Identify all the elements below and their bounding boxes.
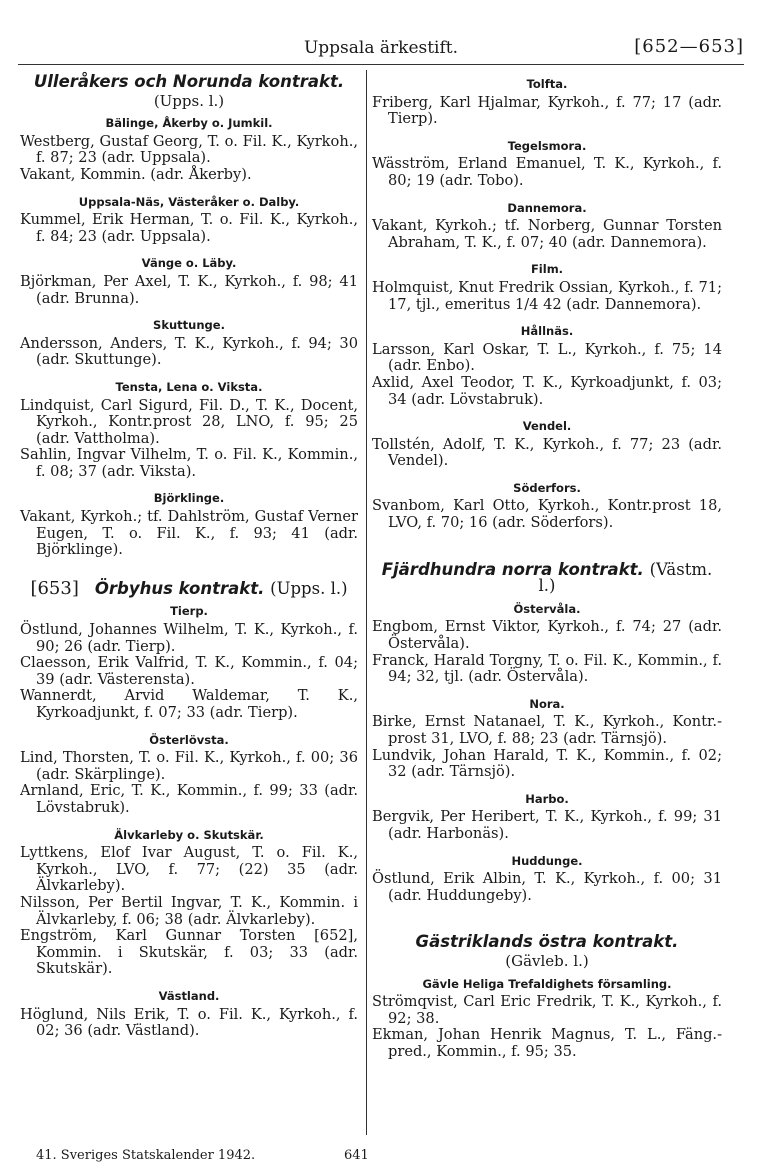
clergy-entry: Engbom, Ernst Viktor, Kyrkoh., f. 74; 27 (adr. Östervåla).: [372, 618, 722, 653]
parish-heading: Östervåla.: [513, 601, 581, 616]
section-title: [372, 559, 722, 596]
section-title: Gästriklands östra kontrakt.: [415, 932, 679, 952]
clergy-entry: Tollstén, Adolf, T. K., Kyrkoh., f. 77; 23 (adr. Vendel).: [372, 435, 722, 470]
clergy-entry: Engström, Karl Gunnar Torsten [652], Kommin. i Skutskär, f. 03; 33 (adr. Skutskär).: [20, 927, 358, 978]
clergy-entry: Vakant, Kyrkoh.; tf. Norberg, Gunnar Torsten Abraham, T. K., f. 07; 40 (adr. Dannemora).: [372, 217, 722, 251]
clergy-entry: Östlund, Johannes Wilhelm, T. K., Kyrkoh., f. 90; 26 (adr. Tierp).: [20, 621, 358, 655]
parish-heading: Huddunge.: [511, 853, 583, 868]
parish-heading: Tierp.: [170, 604, 208, 619]
parish-heading: Tolfta.: [526, 77, 568, 91]
clergy-entry: Birke, Ernst Natanael, T. K., Kyrkoh., Kontr.-prost 31, LVO, f. 88; 23 (adr. Tärnsjö).: [372, 713, 722, 747]
page-number: 641: [344, 1148, 369, 1163]
clergy-entry: Lyttkens, Elof Ivar August, T. o. Fil. K., Kyrkoh., LVO, f. 77; (22) 35 (adr. Älvkarleby).: [20, 844, 358, 895]
parish-heading: Film.: [530, 262, 564, 277]
clergy-entry: Andersson, Anders, T. K., Kyrkoh., f. 94; 30 (adr. Skuttunge).: [20, 334, 358, 369]
clergy-entry: Axlid, Axel Teodor, T. K., Kyrkoadjunkt, f. 03; 34 (adr. Lövstabruk).: [372, 373, 722, 408]
parish-heading: Österlövsta.: [149, 732, 229, 747]
column-divider: [366, 70, 367, 1135]
parish-heading: Bälinge, Åkerby o. Jumkil.: [105, 116, 273, 131]
clergy-entry: Lind, Thorsten, T. o. Fil. K., Kyrkoh., f. 00; 36 (adr. Skärplinge).: [20, 749, 358, 783]
clergy-entry: Holmquist, Knut Fredrik Ossian, Kyrkoh., f. 71; 17, tjl., emeritus 1/4 42 (adr. Dannemora).: [372, 278, 722, 313]
clergy-entry: Wannerdt, Arvid Waldemar, T. K., Kyrkoadjunkt, f. 07; 33 (adr. Tierp).: [20, 687, 358, 721]
clergy-entry: Bergvik, Per Heribert, T. K., Kyrkoh., f. 99; 31 (adr. Harbonäs).: [372, 808, 722, 842]
parish-heading: Tegelsmora.: [507, 138, 587, 153]
clergy-entry: Friberg, Karl Hjalmar, Kyrkoh., f. 77; 17 (adr. Tierp).: [372, 93, 722, 128]
section-region: (Västm. l.): [538, 559, 713, 596]
clergy-entry: Lindquist, Carl Sigurd, Fil. D., T. K., Docent, Kyrkoh., Kontr.prost 28, LNO, f. 95; 25 (adr. Vattholma).: [20, 396, 358, 447]
left-column: [20, 70, 358, 1040]
clergy-entry: Claesson, Erik Valfrid, T. K., Kommin., f. 04; 39 (adr. Västerensta).: [20, 654, 358, 688]
clergy-entry: Nilsson, Per Bertil Ingvar, T. K., Kommin. i Älvkarleby, f. 06; 38 (adr. Älvkarleby).: [20, 893, 358, 928]
parish-heading: Hållnäs.: [520, 324, 574, 339]
parish-heading: Björklinge.: [153, 491, 225, 506]
clergy-entry: Höglund, Nils Erik, T. o. Fil. K., Kyrkoh., f. 02; 36 (adr. Västland).: [20, 1005, 358, 1040]
parish-heading: Älvkarleby o. Skutskär.: [114, 827, 264, 842]
parish-heading: Skuttunge.: [153, 318, 225, 333]
section-title-text: Örbyhus kontrakt.: [94, 578, 265, 598]
clergy-entry: Franck, Harald Torgny, T. o. Fil. K., Kommin., f. 94; 32, tjl. (adr. Östervåla).: [372, 651, 722, 686]
parish-heading: Tensta, Lena o. Viksta.: [115, 379, 263, 394]
right-column: [372, 70, 722, 1061]
parish-heading: Vänge o. Läby.: [141, 256, 237, 271]
parish-heading: Vendel.: [522, 419, 572, 434]
clergy-entry: Vakant, Kommin. (adr. Åkerby).: [20, 165, 252, 183]
clergy-entry: Larsson, Karl Oskar, T. L., Kyrkoh., f. 75; 14 (adr. Enbo).: [372, 340, 722, 375]
page-range: [652—653]: [634, 36, 744, 57]
parish-heading: Uppsala-Näs, Västeråker o. Dalby.: [78, 194, 300, 209]
section-subtitle: (Gävleb. l.): [505, 951, 589, 970]
clergy-entry: Kummel, Erik Herman, T. o. Fil. K., Kyrkoh., f. 84; 23 (adr. Uppsala).: [20, 211, 358, 245]
parish-heading: Gävle Heliga Trefaldighets församling.: [422, 976, 672, 991]
clergy-entry: Svanbom, Karl Otto, Kyrkoh., Kontr.prost 18, LVO, f. 70; 16 (adr. Söderfors).: [372, 497, 722, 532]
clergy-entry: Lundvik, Johan Harald, T. K., Kommin., f. 02; 32 (adr. Tärnsjö).: [372, 746, 722, 781]
parish-heading: Dannemora.: [507, 200, 587, 215]
parish-heading: Nora.: [529, 696, 565, 711]
page-marker: [653]: [30, 577, 79, 599]
clergy-entry: Östlund, Erik Albin, T. K., Kyrkoh., f. 00; 31 (adr. Huddungeby).: [372, 870, 722, 904]
page-title: Uppsala ärkestift.: [303, 38, 459, 58]
header-rule: [18, 64, 744, 65]
clergy-entry: Vakant, Kyrkoh.; tf. Dahlström, Gustaf Verner Eugen, T. o. Fil. K., f. 93; 41 (adr. Björklinge).: [20, 508, 358, 559]
clergy-entry: Wäsström, Erland Emanuel, T. K., Kyrkoh., f. 80; 19 (adr. Tobo).: [372, 155, 722, 189]
clergy-entry: Ekman, Johan Henrik Magnus, T. L., Fäng.-pred., Kommin., f. 95; 35.: [372, 1026, 722, 1060]
section-region: (Upps. l.): [270, 578, 348, 598]
parish-heading: Västland.: [158, 988, 220, 1003]
section-subtitle: (Upps. l.): [153, 91, 225, 110]
page-header: [18, 34, 744, 62]
clergy-entry: Sahlin, Ingvar Vilhelm, T. o. Fil. K., Kommin., f. 08; 37 (adr. Viksta).: [20, 446, 358, 480]
footer-publication: 41. Sveriges Statskalender 1942.: [36, 1148, 256, 1163]
parish-heading: Harbo.: [525, 791, 569, 806]
section-title: [20, 577, 358, 599]
clergy-entry: Strömqvist, Carl Eric Fredrik, T. K., Kyrkoh., f. 92; 38.: [372, 993, 722, 1027]
section-title-text: Fjärdhundra norra kontrakt.: [381, 559, 644, 579]
section-title: Ulleråkers och Norunda kontrakt.: [33, 72, 345, 91]
parish-heading: Söderfors.: [513, 480, 581, 495]
clergy-entry: Björkman, Per Axel, T. K., Kyrkoh., f. 98; 41 (adr. Brunna).: [20, 272, 358, 307]
clergy-entry: Westberg, Gustaf Georg, T. o. Fil. K., Kyrkoh., f. 87; 23 (adr. Uppsala).: [20, 132, 358, 167]
clergy-entry: Arnland, Eric, T. K., Kommin., f. 99; 33 (adr. Lövstabruk).: [20, 782, 358, 816]
